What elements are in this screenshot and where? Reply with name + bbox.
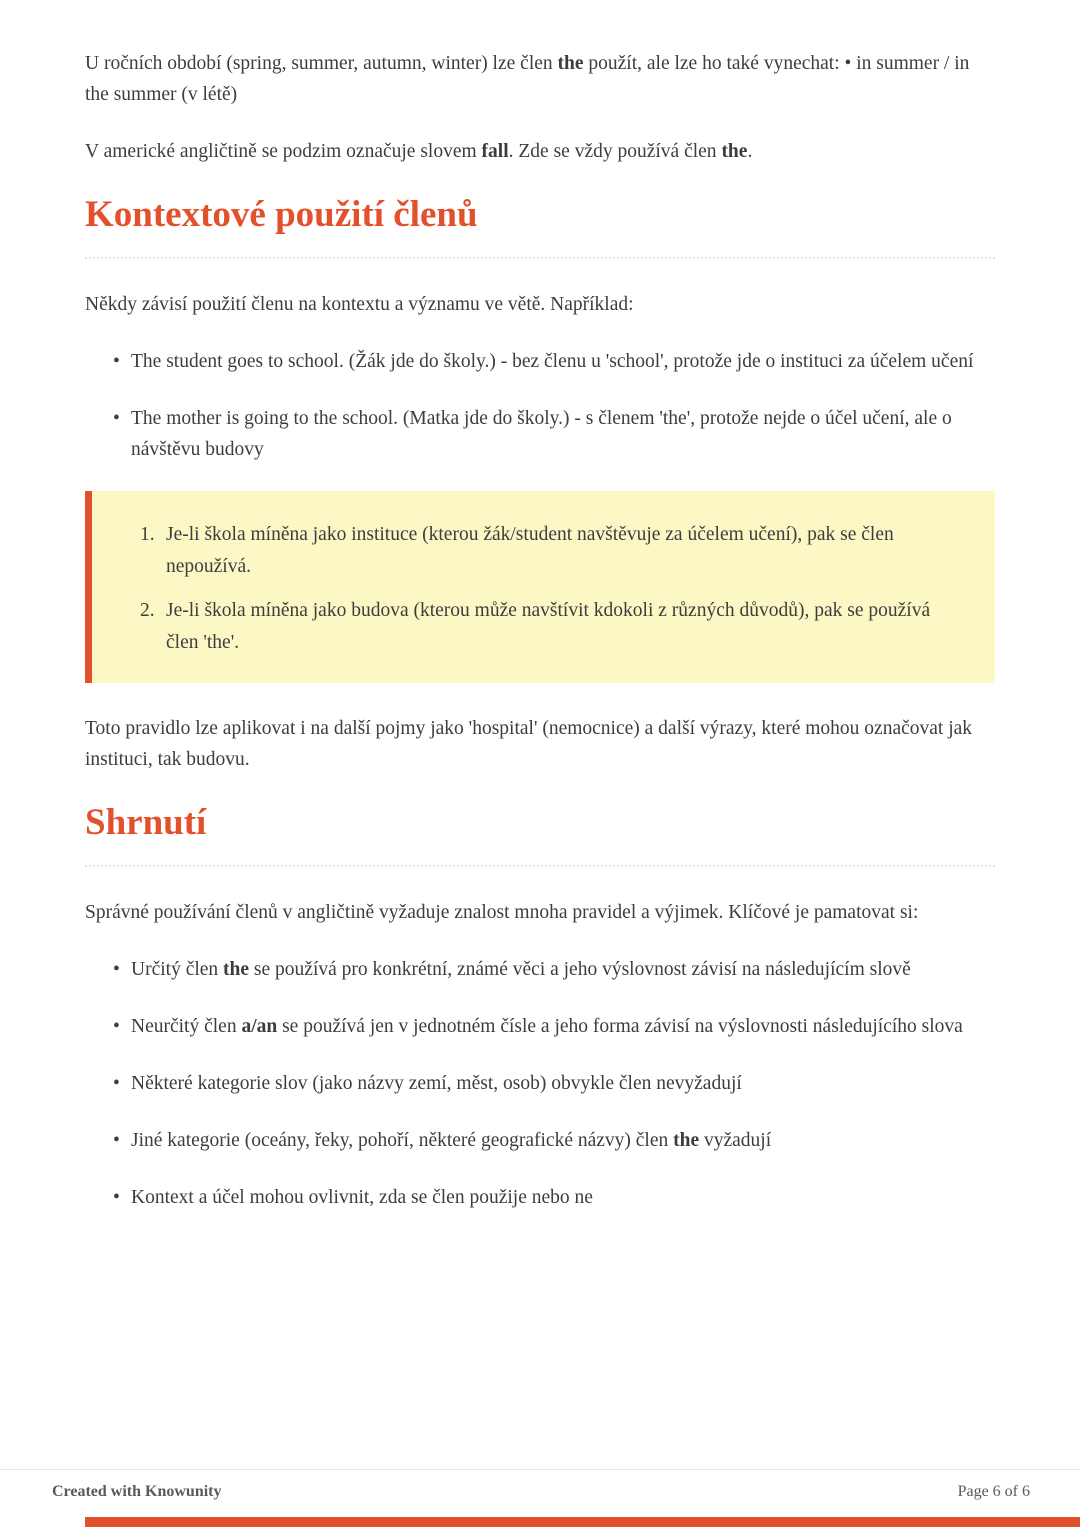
list-item	[85, 1011, 995, 1042]
bullet-icon: •	[113, 1187, 120, 1208]
page-footer-area	[0, 1469, 1080, 1527]
list-item-text: Kontext a účel mohou ovlivnit, zda se člen použije nebo ne	[131, 1187, 593, 1208]
bottom-accent-bar	[85, 1517, 1080, 1527]
bullet-list-examples	[85, 346, 995, 465]
section-heading-shrnuti: Shrnutí	[85, 801, 995, 867]
list-item-text: The student goes to school. (Žák jde do školy.) - bez členu u 'school', protože jde o instituci za účelem učení	[131, 351, 974, 372]
bullet-icon: •	[113, 1130, 120, 1151]
section-heading-kontextove-pouziti: Kontextové použití členů	[85, 193, 995, 259]
paragraph-summary-intro: Správné používání členů v angličtině vyžaduje znalost mnoha pravidel a výjimek. Klíčové je pamatovat si:	[85, 902, 919, 923]
callout-box	[85, 491, 995, 683]
bullet-icon: •	[113, 959, 120, 980]
list-item-text: Jiné kategorie (oceány, řeky, pohoří, některé geografické názvy) člen the vyžadují	[131, 1130, 772, 1151]
numbered-item-text: Je-li škola míněna jako budova (kterou může navštívit kdokoli z různých důvodů), pak se používá člen 'the'.	[166, 600, 931, 653]
paragraph-context-intro: Někdy závisí použití členu na kontextu a významu ve větě. Například:	[85, 294, 634, 315]
list-number: 1.	[140, 524, 155, 545]
numbered-list-item	[140, 595, 955, 659]
bold-term-the: the	[557, 53, 584, 74]
numbered-list-item	[140, 519, 955, 583]
list-item-text: Určitý člen the se používá pro konkrétní, známé věci a jeho výslovnost závisí na následujícím slově	[131, 959, 911, 980]
list-item	[85, 1068, 995, 1099]
bold-term-a-an: a/an	[241, 1016, 278, 1037]
bold-term-fall: fall	[481, 141, 509, 162]
bullet-icon: •	[113, 408, 120, 429]
list-item-text: Neurčitý člen a/an se používá jen v jednotném čísle a jeho forma závisí na výslovnosti následujícího slova	[131, 1016, 963, 1037]
footer-credit: Created with Knowunity	[52, 1483, 222, 1500]
paragraph-seasons	[85, 48, 995, 110]
bullet-icon: •	[113, 1073, 120, 1094]
list-item	[85, 403, 995, 465]
bullet-icon: •	[113, 1016, 120, 1037]
bold-term-the: the	[223, 959, 250, 980]
paragraph-fall	[85, 136, 995, 167]
page-footer	[0, 1469, 1080, 1517]
bold-term-the: the	[721, 141, 748, 162]
numbered-item-text: Je-li škola míněna jako instituce (kterou žák/student navštěvuje za účelem učení), pak se člen nepoužívá.	[166, 524, 894, 577]
bullet-icon: •	[113, 351, 120, 372]
paragraph-text: V americké angličtině se podzim označuje slovem	[85, 141, 482, 162]
list-item-text: The mother is going to the school. (Matka jde do školy.) - s členem 'the', protože nejde o účel učení, ale o návštěvu budovy	[131, 408, 952, 460]
page-number: Page 6 of 6	[957, 1483, 1030, 1500]
list-item	[85, 954, 995, 985]
paragraph-text: U ročních období (spring, summer, autumn, winter) lze člen	[85, 53, 558, 74]
paragraph-text: použít, ale lze ho také vynechat: • in summer / in the summer (v létě)	[85, 53, 970, 105]
bold-term-the: the	[673, 1130, 700, 1151]
bullet-list-summary	[85, 954, 995, 1213]
paragraph-hospital-rule: Toto pravidlo lze aplikovat i na další pojmy jako 'hospital' (nemocnice) a další výrazy, které mohou označovat jak instituci, tak budovu.	[85, 718, 973, 770]
list-item	[85, 1125, 995, 1156]
paragraph-text: . Zde se vždy používá člen	[508, 141, 722, 162]
list-number: 2.	[140, 600, 155, 621]
list-item	[85, 346, 995, 377]
paragraph-text: .	[747, 141, 753, 162]
list-item-text: Některé kategorie slov (jako názvy zemí, měst, osob) obvykle člen nevyžadují	[131, 1073, 742, 1094]
list-item	[85, 1182, 995, 1213]
